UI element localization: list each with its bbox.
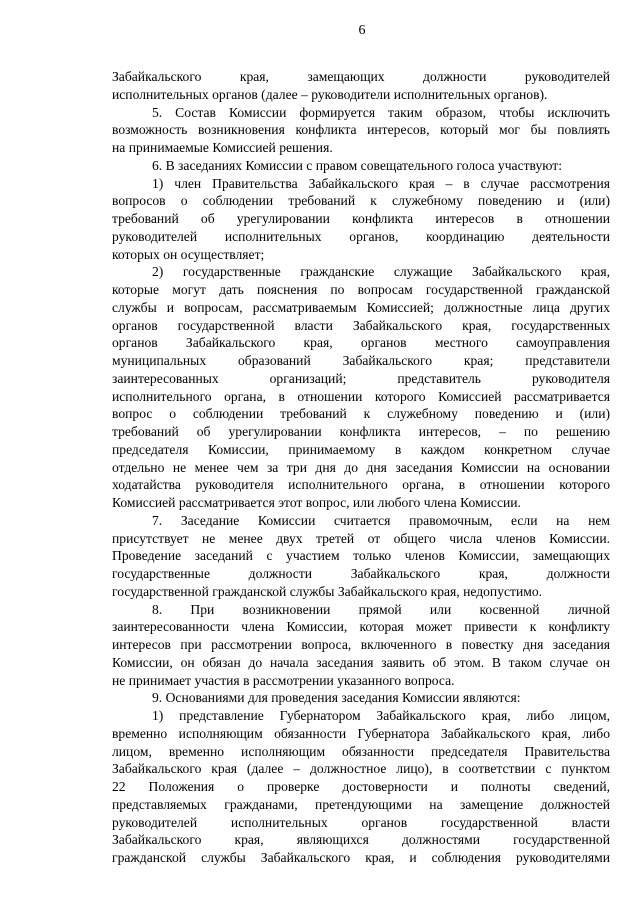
text-line: исполнительных органов (далее – руководители исполнительных органов). xyxy=(112,86,548,102)
text-line: ходатайства руководителя исполнительного органа, в отношении которого xyxy=(112,477,610,493)
text-line: 6. В заседаниях Комиссии с правом совещательного голоса участвуют: xyxy=(152,157,562,173)
text-line: заинтересованных организаций; представитель руководителя xyxy=(112,370,610,386)
text-line: вопросов о соблюдении требований к служебному поведению и (или) xyxy=(112,193,610,209)
text-line: муниципальных образований Забайкальского края; представители xyxy=(112,353,610,368)
text-line: 7. Заседание Комиссии считается правомочным, если на нем xyxy=(152,512,610,528)
text-line: на принимаемые Комиссией решения. xyxy=(112,140,333,155)
text-line: требований об урегулировании конфликта интересов, – по решению xyxy=(112,424,610,439)
text-line: временно исполняющим обязанности Губернатора Забайкальского края, либо xyxy=(112,725,610,741)
text-line: Забайкальского края, являющихся должностями государственной xyxy=(112,832,610,848)
text-line: государственной гражданской службы Забайкальского края, недопустимо. xyxy=(112,583,543,599)
text-line: Забайкальского края (далее – должностное лицо), в соответствии с пунктом xyxy=(112,761,610,777)
text-line: интересов при рассмотрении вопроса, включенного в повестку дня заседания xyxy=(112,637,610,652)
text-line: которых он осуществляет; xyxy=(112,246,265,262)
text-line: органов государственной власти Забайкальского края, государственных xyxy=(112,317,610,333)
text-line: заинтересованности члена Комиссии, которая может привести к конфликту xyxy=(112,619,610,635)
text-line: органов Забайкальского края, органов местного самоуправления xyxy=(112,335,610,351)
text-line: 1) представление Губернатором Забайкальского края, либо лицом, xyxy=(152,708,610,723)
text-line: Проведение заседаний с участием только членов Комиссии, замещающих xyxy=(112,548,610,564)
text-line: возможность возникновения конфликта интересов, который мог бы повлиять xyxy=(112,122,610,138)
text-line: исполнительного органа, в отношении которого Комиссией рассматривается xyxy=(112,388,610,404)
text-line: 9. Основаниями для проведения заседания Комиссии являются: xyxy=(152,690,521,706)
text-line: государственные должности Забайкальского края, должности xyxy=(112,566,610,581)
text-line: Комиссии, он обязан до начала заседания заявить об этом. В таком случае он xyxy=(112,654,610,670)
document-body xyxy=(112,68,610,867)
text-line: требований об урегулировании конфликта интересов в отношении xyxy=(112,211,610,226)
text-line: гражданской службы Забайкальского края, и соблюдения руководителями xyxy=(112,850,610,865)
text-line: Забайкальского края, замещающих должности руководителей xyxy=(112,69,610,84)
text-line: 8. При возникновении прямой или косвенной личной xyxy=(152,601,610,617)
text-line: отдельно не менее чем за три дня до дня заседания Комиссии на основании xyxy=(112,459,610,475)
text-line: присутствует не менее двух третей от общего числа членов Комиссии. xyxy=(112,530,610,546)
text-line: Комиссией рассматривается этот вопрос, или любого члена Комиссии. xyxy=(112,495,521,510)
text-line: службы и вопросам, рассматриваемым Комиссией; должностные лица других xyxy=(112,299,610,315)
text-line: 2) государственные гражданские служащие Забайкальского края, xyxy=(152,264,610,280)
text-line: которые могут дать пояснения по вопросам государственной гражданской xyxy=(112,282,610,297)
text-line: руководителей исполнительных органов, координацию деятельности xyxy=(112,228,610,244)
text-line: 5. Состав Комиссии формируется таким образом, чтобы исключить xyxy=(152,104,610,120)
text-line: не принимает участия в рассмотрении указанного вопроса. xyxy=(112,672,455,688)
page-number: 6 xyxy=(358,23,366,38)
text-line: представляемых гражданами, претендующими на замещение должностей xyxy=(112,796,610,812)
text-line: председателя Комиссии, принимаемому в каждом конкретном случае xyxy=(112,441,610,457)
text-line: вопрос о соблюдении требований к служебному поведению и (или) xyxy=(112,406,610,422)
text-line: руководителей исполнительных органов государственной власти xyxy=(112,814,610,830)
text-line: 1) член Правительства Забайкальского края – в случае рассмотрения xyxy=(152,175,610,191)
text-line: лицом, временно исполняющим обязанности председателя Правительства xyxy=(112,743,610,759)
text-line: 22 Положения о проверке достоверности и полноты сведений, xyxy=(112,779,610,794)
